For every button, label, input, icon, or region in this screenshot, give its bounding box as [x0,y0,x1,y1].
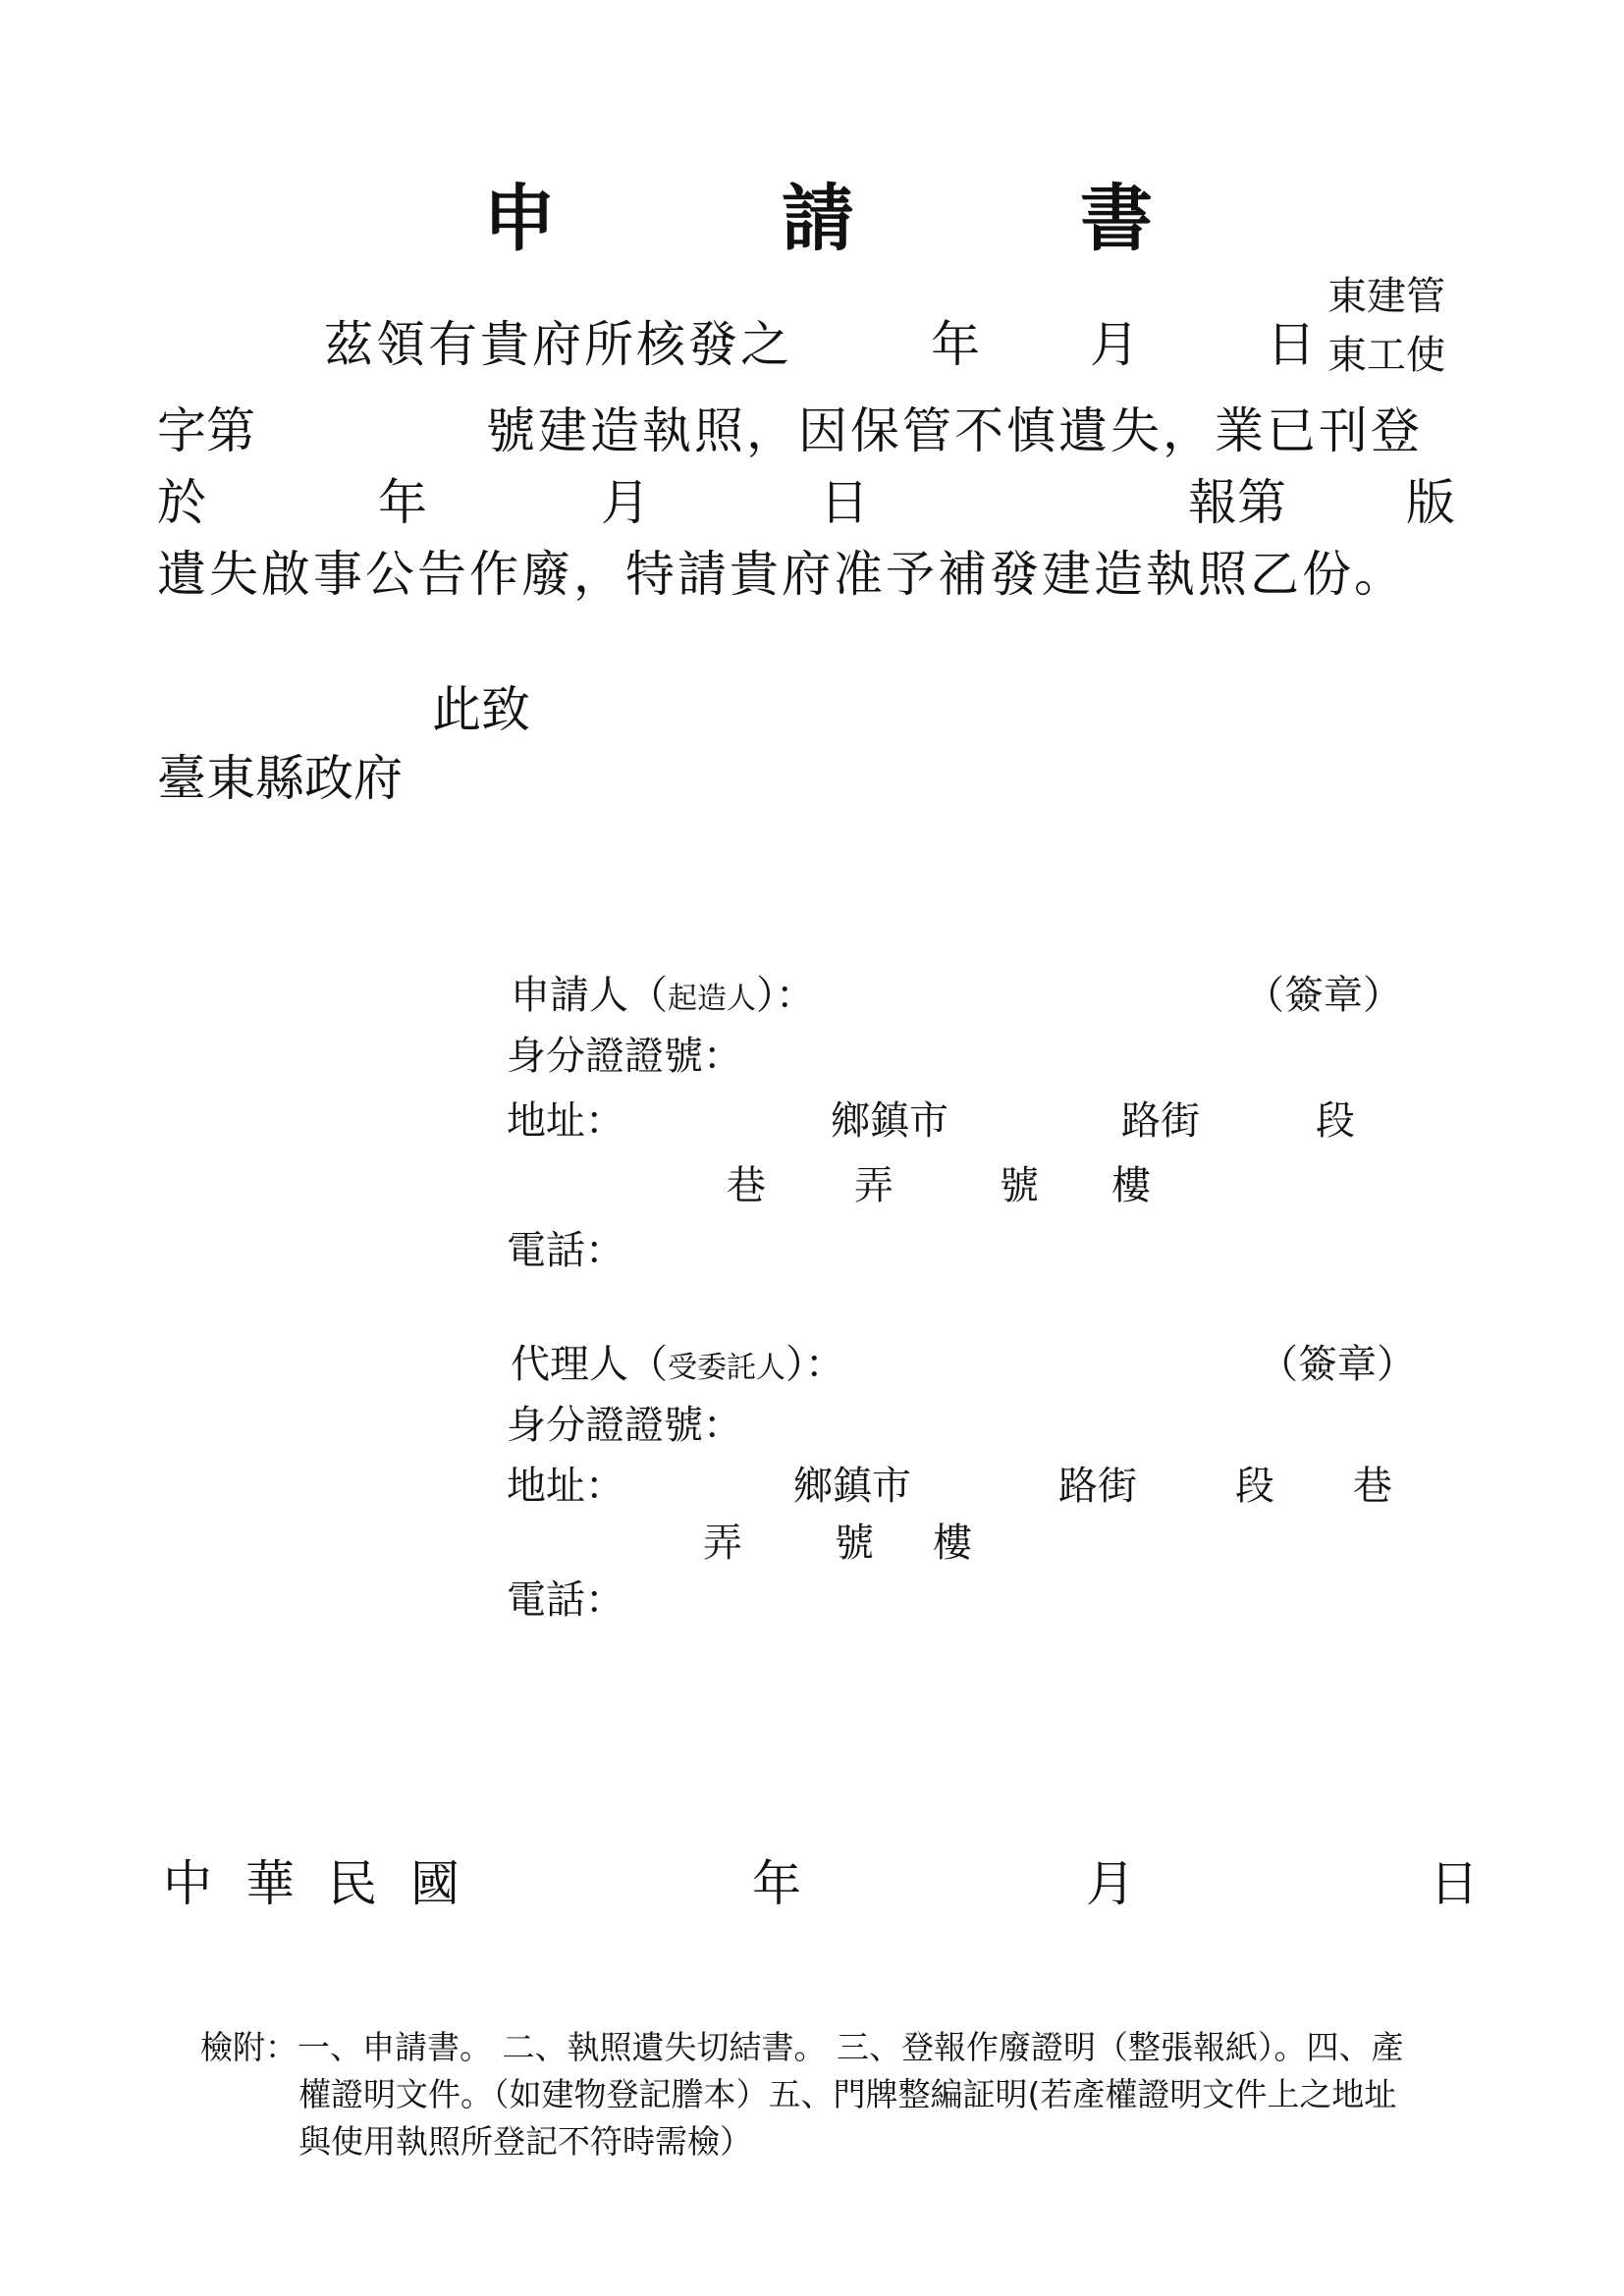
published-month-label: 月 [601,474,650,531]
applicant-seal-label: （簽章） [1245,973,1402,1018]
date-month-label: 月 [1086,1855,1135,1912]
applicant-section-label: 段 [1316,1098,1355,1144]
agent-number-label: 號 [835,1521,874,1566]
date-era-char-3: 民 [328,1855,377,1912]
newspaper-label: 報第 [1188,474,1286,531]
applicant-lane-label: 巷 [727,1163,766,1208]
issue-day-label: 日 [1267,316,1316,373]
agent-phone-label: 電話： [507,1577,624,1623]
date-era-char-2: 華 [245,1855,295,1912]
title-char-2: 請 [782,177,854,261]
published-day-label: 日 [820,474,869,531]
salutation: 此致 [432,681,530,738]
edition-label: 版 [1406,474,1455,531]
applicant-label: 申請人（起造人）： [511,973,815,1018]
intro-text: 茲領有貴府所核發之 [324,316,792,373]
attachments-line-1: 檢附：一、申請書。 二、執照遺失切結書。 三、登報作廢證明（整張報紙）。四、產 [200,2028,1404,2066]
request-text: 遺失啟事公告作廢，特請貴府准予補發建造執照乙份。 [157,546,1406,603]
date-era-char-1: 中 [163,1855,212,1912]
agent-alley-label: 弄 [703,1521,742,1566]
applicant-road-label: 路街 [1121,1098,1200,1144]
date-era-char-4: 國 [410,1855,460,1912]
applicant-floor-label: 樓 [1111,1163,1151,1208]
date-day-label: 日 [1430,1855,1479,1912]
permit-char-label: 字第 [157,402,255,459]
agent-section-label: 段 [1235,1464,1274,1509]
recipient: 臺東縣政府 [157,750,403,807]
applicant-number-label: 號 [1000,1163,1039,1208]
permit-number-text: 號建造執照，因保管不慎遺失，業已刊登 [486,402,1423,459]
applicant-phone-label: 電話： [507,1228,624,1273]
issue-year-label: 年 [931,316,980,373]
published-year-label: 年 [378,474,427,531]
applicant-address-label: 地址： [507,1098,624,1144]
attachments-line-2: 權證明文件。（如建物登記謄本）五、門牌整編証明(若產權證明文件上之地址 [298,2075,1397,2113]
attachments-line-3: 與使用執照所登記不符時需檢） [298,2122,752,2161]
applicant-alley-label: 弄 [854,1163,893,1208]
agent-seal-label: （簽章） [1259,1342,1416,1387]
agent-lane-label: 巷 [1353,1464,1392,1509]
permit-prefix-top: 東建管 [1327,274,1445,319]
agent-township-label: 鄉鎮市 [793,1464,911,1509]
applicant-township-label: 鄉鎮市 [831,1098,948,1144]
title-char-3: 書 [1080,177,1153,261]
date-year-label: 年 [752,1855,801,1912]
title-char-1: 申 [483,177,556,261]
agent-label: 代理人（受委託人）： [511,1342,844,1387]
published-on-label: 於 [157,474,206,531]
permit-prefix-bottom: 東工使 [1327,333,1445,378]
agent-floor-label: 樓 [933,1521,972,1566]
issue-month-label: 月 [1090,316,1139,373]
applicant-id-label: 身分證證號： [507,1034,742,1079]
agent-address-label: 地址： [507,1464,624,1509]
agent-road-label: 路街 [1058,1464,1137,1509]
agent-id-label: 身分證證號： [507,1403,742,1448]
